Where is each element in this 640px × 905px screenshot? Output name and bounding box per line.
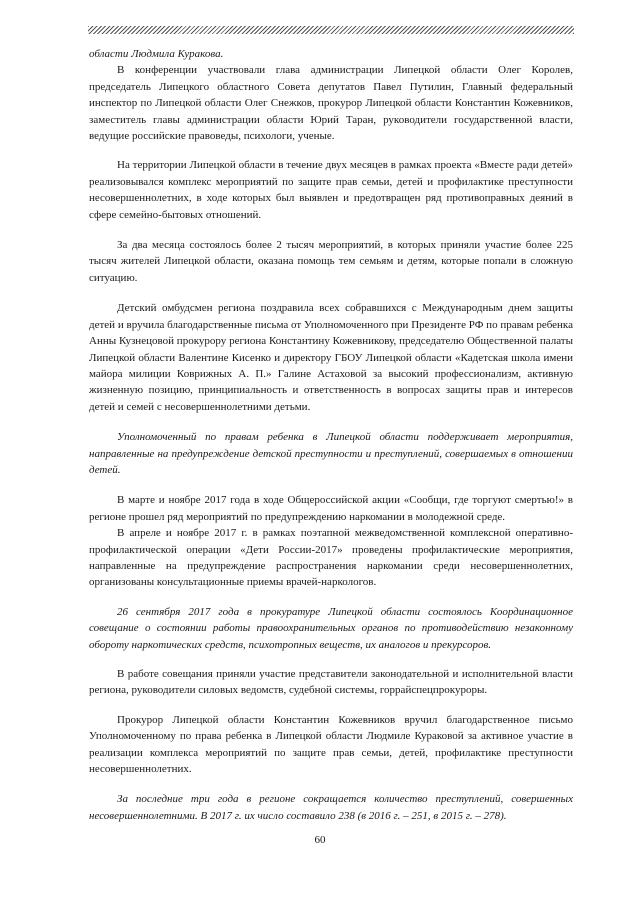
paragraph-6: Уполномоченный по правам ребенка в Липецкой области поддерживает мероприятия, направленные на предупреждение детской преступности и преступлений, совершаемых в отношении детей. bbox=[89, 431, 573, 476]
paragraph-2: В конференции участвовали глава администрации Липецкой области Олег Королев, председатель Липецкого областного Совета депутатов Павел Путилин, Главный федеральный инспектор по Липецкой области Олег Снежков, прокурор Липецкой области Константин Кожевников, заместитель главы администрации области Юрий Таран, руководители государственной власти, ведущие российские правоведы, психологи, ученые. bbox=[89, 64, 573, 143]
paragraph-7: В марте и ноябре 2017 года в ходе Общероссийской акции «Сообщи, где торгуют смертью!» в регионе прошел ряд мероприятий по предупреждению наркомании в молодежной среде. bbox=[89, 494, 573, 523]
header-hatch-bar bbox=[88, 26, 574, 34]
paragraph-8: В апреле и ноябре 2017 г. в рамках поэтапной межведомственной комплексной оперативно-профилактической операции «Дети России-2017» проведены профилактические мероприятия, направленные на предупреждение распространения наркомании среди несовершеннолетних, организованы консультационные приемы врачей-наркологов. bbox=[89, 527, 573, 589]
paragraph-12: За последние три года в регионе сокращается количество преступлений, совершенных несовершеннолетними. В 2017 г. их число составило 238 (в 2016 г. – 251, в 2015 г. – 278). bbox=[89, 793, 573, 822]
paragraph-11: Прокурор Липецкой области Константин Кожевников вручил благодарственное письмо Уполномоченному по права ребенка в Липецкой области Людмиле Кураковой за активное участие в реализации комплекса мероприятий по защите прав семьи, детей, профилактике преступности несовершеннолетних. bbox=[89, 713, 573, 776]
paragraph-5: Детский омбудсмен региона поздравила всех собравшихся с Международным днем защиты детей и вручила благодарственные письма от Уполномоченного при Президенте РФ по правам ребенка Анны Кузнецовой прокурору региона Константину Кожевникову, председателю Общественной палаты Липецкой области Валентине Кисенко и директору ГБОУ Липецкой области «Кадетская школа имени майора милиции Коврижных А. П.» Галине Астаховой за высокий профессионализм, активную жизненную позицию, принципиальность и ответственность в вопросах защиты прав и интересов детей и семей с несовершеннолетними детьми. bbox=[89, 302, 573, 413]
document-page bbox=[89, 46, 573, 824]
paragraph-9: 26 сентября 2017 года в прокуратуре Липецкой области состоялось Координационное совещание о состоянии работы правоохранительных органов по противодействию незаконному обороту наркотических средств, психотропных веществ, их аналогов и прекурсоров. bbox=[89, 605, 573, 651]
paragraph-4: За два месяца состоялось более 2 тысяч мероприятий, в которых приняли участие более 225 тысяч жителей Липецкой области, оказана помощь тем семьям и детям, которые попали в сложную ситуацию. bbox=[89, 239, 573, 284]
page-number: 60 bbox=[314, 834, 326, 846]
paragraph-3: На территории Липецкой области в течение двух месяцев в рамках проекта «Вместе ради детей» реализовывался комплекс мероприятий по защите прав семьи, детей и профилактике преступности несовершеннолетних, в ходе которых был выявлен и предотвращен ряд противоправных деяний в сфере семейно-бытовых отношений. bbox=[89, 159, 573, 221]
paragraph-10: В работе совещания приняли участие представители законодательной и исполнительной власти региона, руководители силовых ведомств, судебной системы, горрайспецпрокуроры. bbox=[89, 668, 573, 697]
paragraph-1: области Людмила Куракова. bbox=[89, 48, 224, 60]
